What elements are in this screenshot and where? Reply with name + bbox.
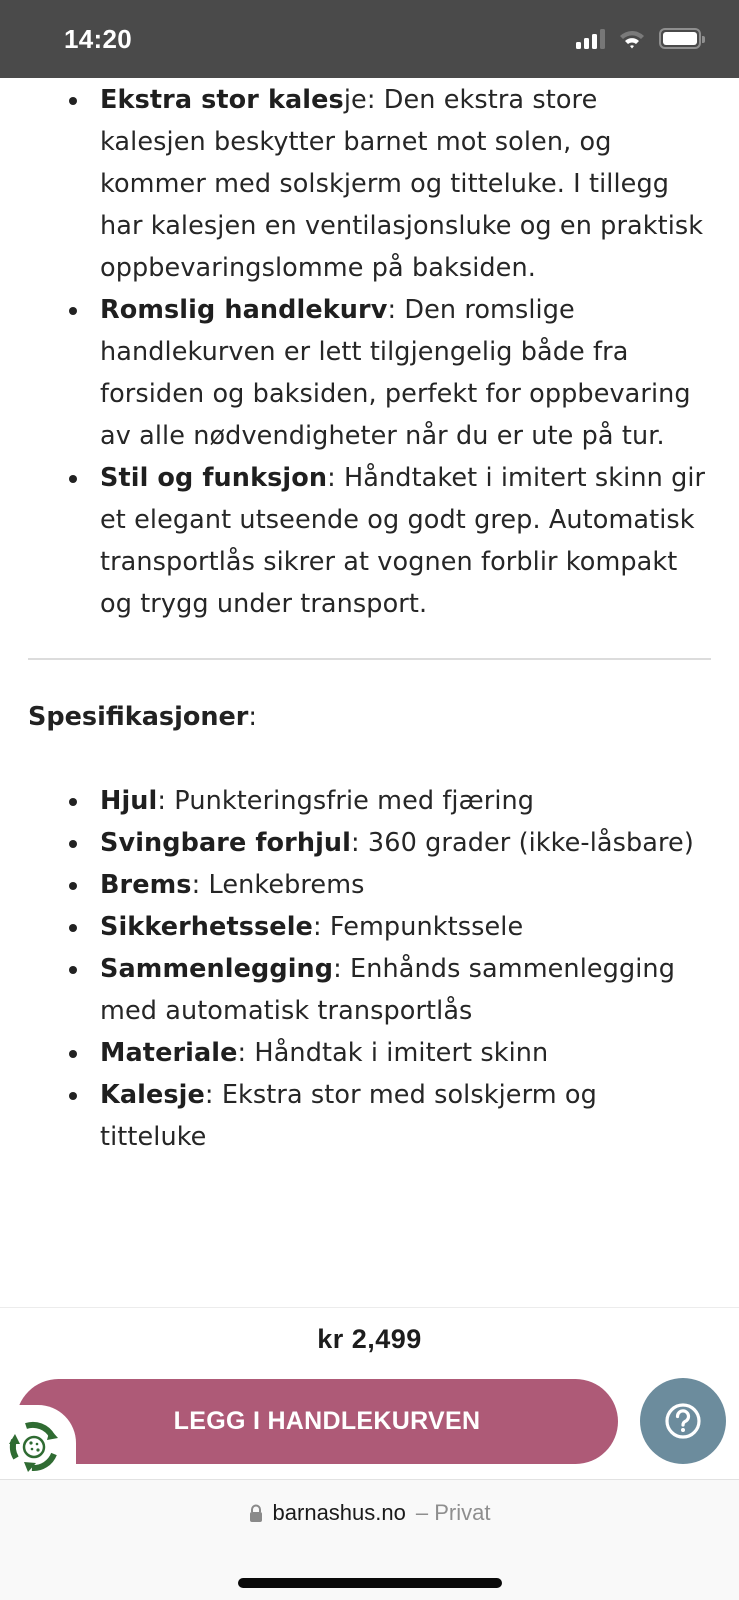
lock-icon <box>249 1504 263 1522</box>
feature-title: Romslig handlekurv <box>100 295 388 325</box>
signal-icon <box>576 29 605 49</box>
spec-value: : 360 grader (ikke-låsbare) <box>351 828 694 858</box>
add-to-cart-button[interactable] <box>16 1379 618 1464</box>
spec-list <box>0 780 739 1158</box>
section-divider <box>28 658 711 660</box>
feature-title: Stil og funksjon <box>100 463 328 493</box>
spec-label: Sikkerhetssele <box>100 912 313 942</box>
spec-item <box>0 1032 739 1074</box>
spec-item <box>0 948 739 1032</box>
spec-value: : Ekstra stor med solskjerm og titteluke <box>100 1080 597 1152</box>
spec-item <box>0 1074 739 1158</box>
status-icons <box>576 28 701 49</box>
feature-item <box>0 79 739 289</box>
spec-value: : Fempunktssele <box>312 912 524 942</box>
feature-title-tail: je <box>343 85 367 115</box>
spec-value: : Punkteringsfrie med fjæring <box>157 786 535 816</box>
spec-label: Kalesje <box>100 1080 205 1110</box>
spec-label: Svingbare forhjul <box>100 828 352 858</box>
feature-text: : Håndtaket i imitert skinn gir et elegant utseende og godt grep. Automatisk transportlås sikrer at vognen forblir kompakt og trygg under transport. <box>100 463 706 619</box>
spec-item <box>0 822 739 864</box>
help-button[interactable] <box>640 1378 726 1464</box>
spec-label: Materiale <box>100 1038 238 1068</box>
spec-value: : Enhånds sammenlegging med automatisk transportlås <box>100 954 675 1026</box>
add-to-cart-label: LEGG I HANDLEKURVEN <box>173 1407 481 1435</box>
recycle-badge-icon <box>6 1418 62 1474</box>
url-domain: barnashus.no <box>272 1500 406 1525</box>
wifi-icon <box>619 29 645 49</box>
question-circle-icon <box>663 1401 703 1441</box>
url-display[interactable] <box>0 1500 739 1526</box>
battery-icon <box>659 28 701 49</box>
spec-label: Brems <box>100 870 192 900</box>
spec-value: : Lenkebrems <box>191 870 365 900</box>
spec-item <box>0 906 739 948</box>
status-time: 14:20 <box>64 24 132 54</box>
browsing-mode: – Privat <box>415 1500 491 1525</box>
spec-value: : Håndtak i imitert skinn <box>237 1038 549 1068</box>
feature-list <box>0 78 739 625</box>
spec-item <box>0 864 739 906</box>
feature-text: : Den ekstra store kalesjen beskytter barnet mot solen, og kommer med solskjerm og titteluke. I tillegg har kalesjen en ventilasjonsluke og en praktisk oppbevaringslomme på baksiden. <box>100 85 704 283</box>
spec-label: Sammenlegging <box>100 954 334 984</box>
home-indicator[interactable] <box>238 1578 502 1588</box>
specs-heading: Spesifikasjoner: <box>28 702 257 732</box>
feature-item <box>0 289 739 457</box>
feature-item <box>0 457 739 625</box>
spec-label: Hjul <box>100 786 158 816</box>
feature-text: : Den romslige handlekurven er lett tilgjengelig både fra forsiden og baksiden, perfekt for oppbevaring av alle nødvendigheter når du er ute på tur. <box>100 295 691 451</box>
status-bar <box>0 0 739 78</box>
spec-item <box>0 780 739 822</box>
buy-bar <box>0 1307 739 1479</box>
product-price: kr 2,499 <box>317 1324 422 1354</box>
feature-title: Ekstra stor kales <box>100 85 344 115</box>
recycle-badge[interactable] <box>0 1405 76 1481</box>
product-description <box>0 78 739 1336</box>
